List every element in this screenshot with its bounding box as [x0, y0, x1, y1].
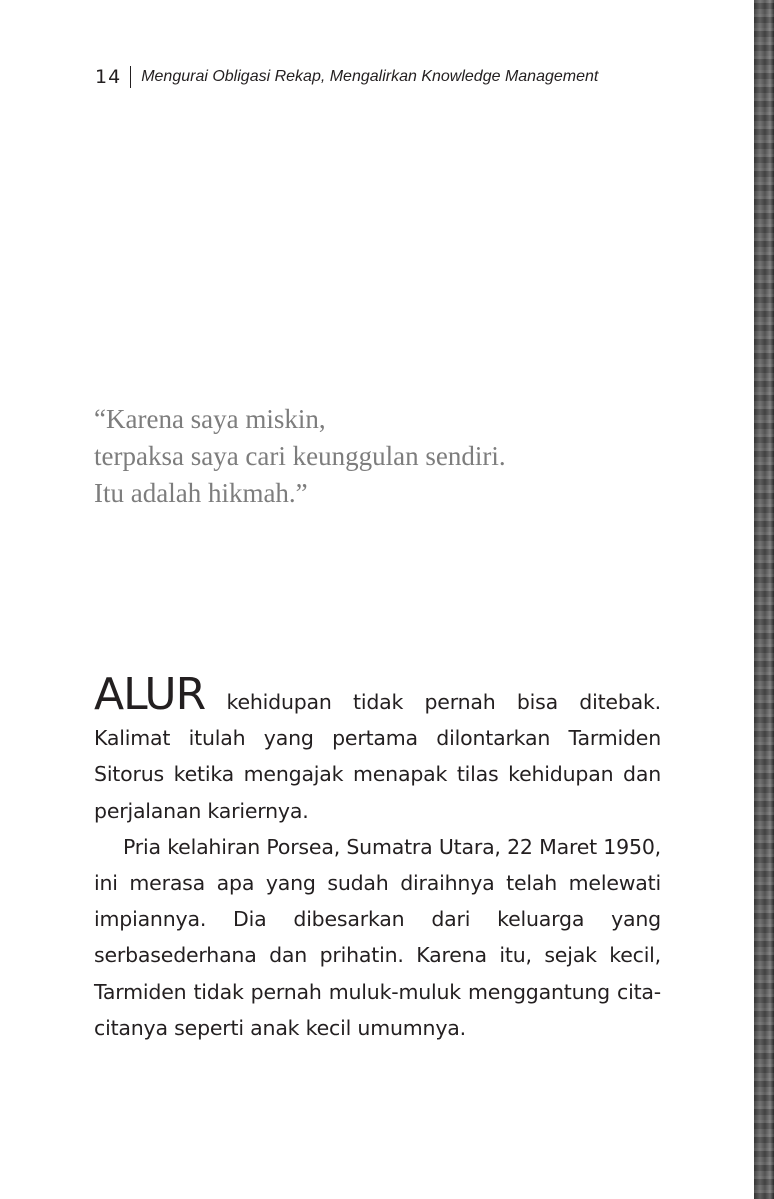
header-divider — [130, 66, 131, 88]
paragraph-2: Pria kelahiran Porsea, Sumatra Utara, 22 Maret 1950, ini merasa apa yang sudah diraihnya telah melewati impiannya. Dia dibesarkan dari keluarga yang serbasederhana dan prihatin. Karena itu, sejak kecil, Tarmiden tidak pernah muluk-muluk menggantung cita-citanya seperti anak kecil umumnya. — [94, 834, 661, 1040]
page-number: 14 — [95, 66, 122, 88]
quote-line: “Karena saya miskin, — [94, 404, 326, 434]
quote-line: Itu adalah hikmah.” — [94, 478, 308, 508]
body-text — [94, 669, 661, 1046]
paragraph-1-text: kehidupan tidak pernah bisa ditebak. Kalimat itulah yang pertama dilontarkan Tarmiden Sitorus ketika mengajak menapak tilas kehidupan dan perjalanan kariernya. — [94, 690, 661, 823]
running-header — [95, 62, 598, 92]
running-title: Mengurai Obligasi Rekap, Mengalirkan Knowledge Management — [141, 68, 599, 85]
lead-word: ALUR — [94, 669, 206, 720]
paragraph-1 — [94, 669, 661, 829]
page-edge-photo-strip — [754, 0, 774, 1199]
quote-line: terpaksa saya cari keunggulan sendiri. — [94, 441, 506, 471]
pull-quote — [94, 401, 654, 512]
